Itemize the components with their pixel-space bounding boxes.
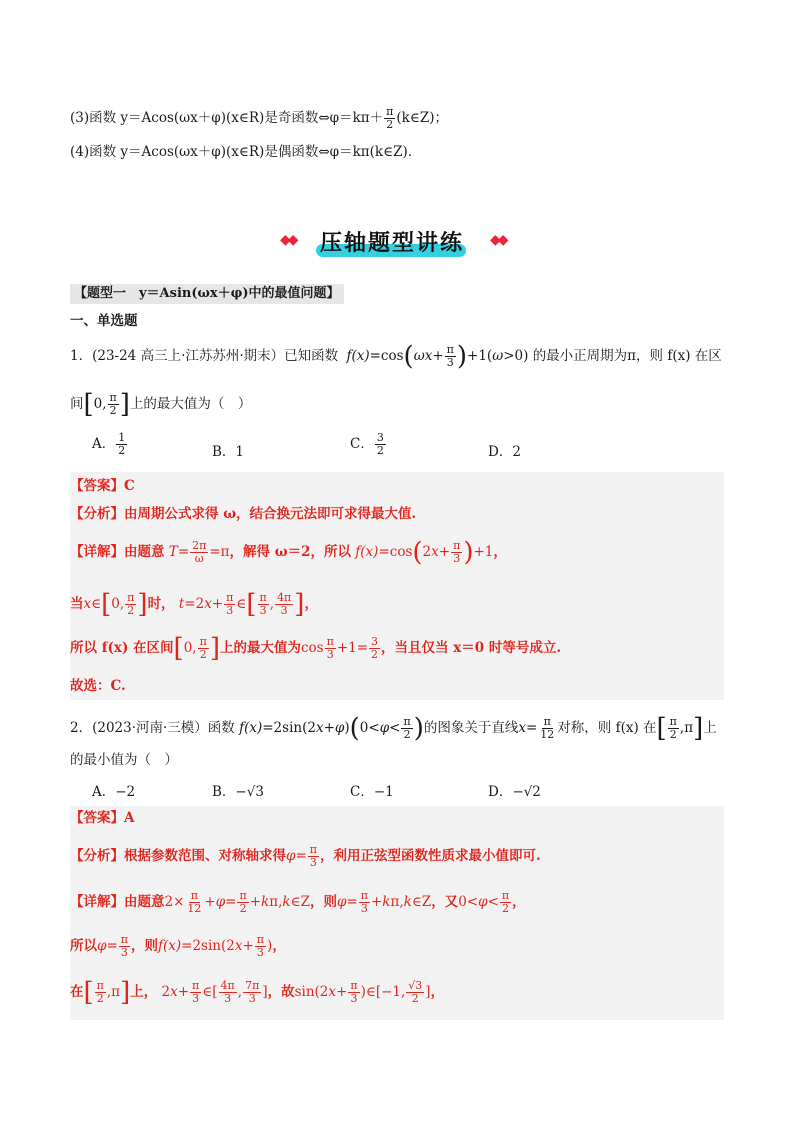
- q2-option-b[interactable]: B．−√3: [212, 784, 264, 800]
- q1-detail-3: 所以 f(x) 在区间[0, $\frac{\pi}{2}$ ]上的最大值为cos $\frac{\pi}{3}$ +1= $\frac{3}{2}$ ，当且仅当 x＝0 时等号成立.: [70, 633, 562, 664]
- q2-analysis: 【分析】根据参数范围、对称轴求得φ= $\frac{\pi}{3}$ ，利用正弦型函数性质求最小值即可.: [70, 843, 541, 869]
- q2-option-a[interactable]: A．−2: [92, 784, 136, 800]
- q2-answer: 【答案】A: [70, 810, 135, 826]
- q2-stem-line1: 2．(2023·河南·三模）函数 f(x)=2sin(2x+φ)(0<φ< $\frac{\pi}{2}$ )的图象关于直线x= $\frac{\pi}{12}$ 对称，则 f(x) 在[ $\frac{\pi}{2}$ ,π]上: [70, 713, 717, 744]
- q1-answer: 【答案】C: [70, 478, 135, 494]
- q1-stem-line2: 间[0, $\frac{\pi}{2}$ ]上的最大值为（ ）: [70, 389, 252, 420]
- q1-option-d[interactable]: D．2: [488, 444, 521, 460]
- diamond-left-icon: ◆◆: [280, 232, 296, 248]
- subsection-title: 一、单选题: [70, 313, 138, 329]
- q2-stem-line2: 的最小值为（ ）: [70, 752, 178, 768]
- fraction: $\frac{\pi}{2}$: [386, 105, 394, 131]
- q1-option-c[interactable]: C． $\frac{3}{2}$: [350, 431, 384, 457]
- q2-detail-3: 在[ $\frac{\pi}{2}$ ,π]上， 2x+ $\frac{\pi}{3}$ ∈[ $\frac{4\pi}{3}$ , $\frac{7\pi}{3}$ ]，故sin(2x+ $\frac{\pi}{3}$ )∈[−1, $\frac{√3}{2}$ ]，: [70, 977, 445, 1008]
- q1-option-b[interactable]: B．1: [212, 444, 245, 460]
- section-title: ◆◆ 压轴题型讲练 ◆◆: [280, 231, 506, 256]
- diamond-right-icon: ◆◆: [490, 232, 506, 248]
- rule-line-4: (4)函数 y＝Acos(ωx＋φ)(x∈R)是偶函数⇔φ＝kπ(k∈Z).: [70, 144, 413, 160]
- q1-option-a[interactable]: A． $\frac{1}{2}$: [92, 431, 126, 457]
- q1-conclusion: 故选：C.: [70, 678, 126, 694]
- q1-stem-line1: 1．(23-24 高三上·江苏苏州·期末）已知函数 f(x)=cos(ωx+ $\frac{\pi}{3}$ )+1(ω>0) 的最小正周期为π，则 f(x) 在区: [70, 341, 722, 372]
- q2-detail-1: 【详解】由题意2× $\frac{\pi}{12}$ +φ= $\frac{\pi}{2}$ +kπ,k∈Z，则φ= $\frac{\pi}{3}$ +kπ,k∈Z，又0<φ< $\frac{\pi}{2}$ ，: [70, 889, 526, 915]
- q1-detail-2: 当x∈[0, $\frac{\pi}{2}$ ]时， t=2x+ $\frac{\pi}{3}$ ∈[ $\frac{\pi}{3}$ , $\frac{4\pi}{3}$ ]，: [70, 589, 318, 620]
- q2-option-d[interactable]: D．−√2: [488, 784, 541, 800]
- q1-detail-1: 【详解】由题意 T= $\frac{2\pi}{\omega}$ =π，解得 ω＝2，所以 f(x)=cos(2x+ $\frac{\pi}{3}$ )+1，: [70, 537, 507, 568]
- q1-analysis: 【分析】由周期公式求得 ω，结合换元法即可求得最大值.: [70, 506, 417, 522]
- q2-option-c[interactable]: C．−1: [350, 784, 394, 800]
- q2-detail-2: 所以φ= $\frac{\pi}{3}$ ，则f(x)=2sin(2x+ $\frac{\pi}{3}$ )，: [70, 933, 286, 959]
- type-header: 【题型一 y＝Asin(ωx＋φ)中的最值问题】: [70, 284, 344, 304]
- rule-line-3: (3)函数 y＝Acos(ωx＋φ)(x∈R)是奇函数⇔φ＝kπ＋ $\frac{\pi}{2}$ (k∈Z)；: [70, 105, 448, 131]
